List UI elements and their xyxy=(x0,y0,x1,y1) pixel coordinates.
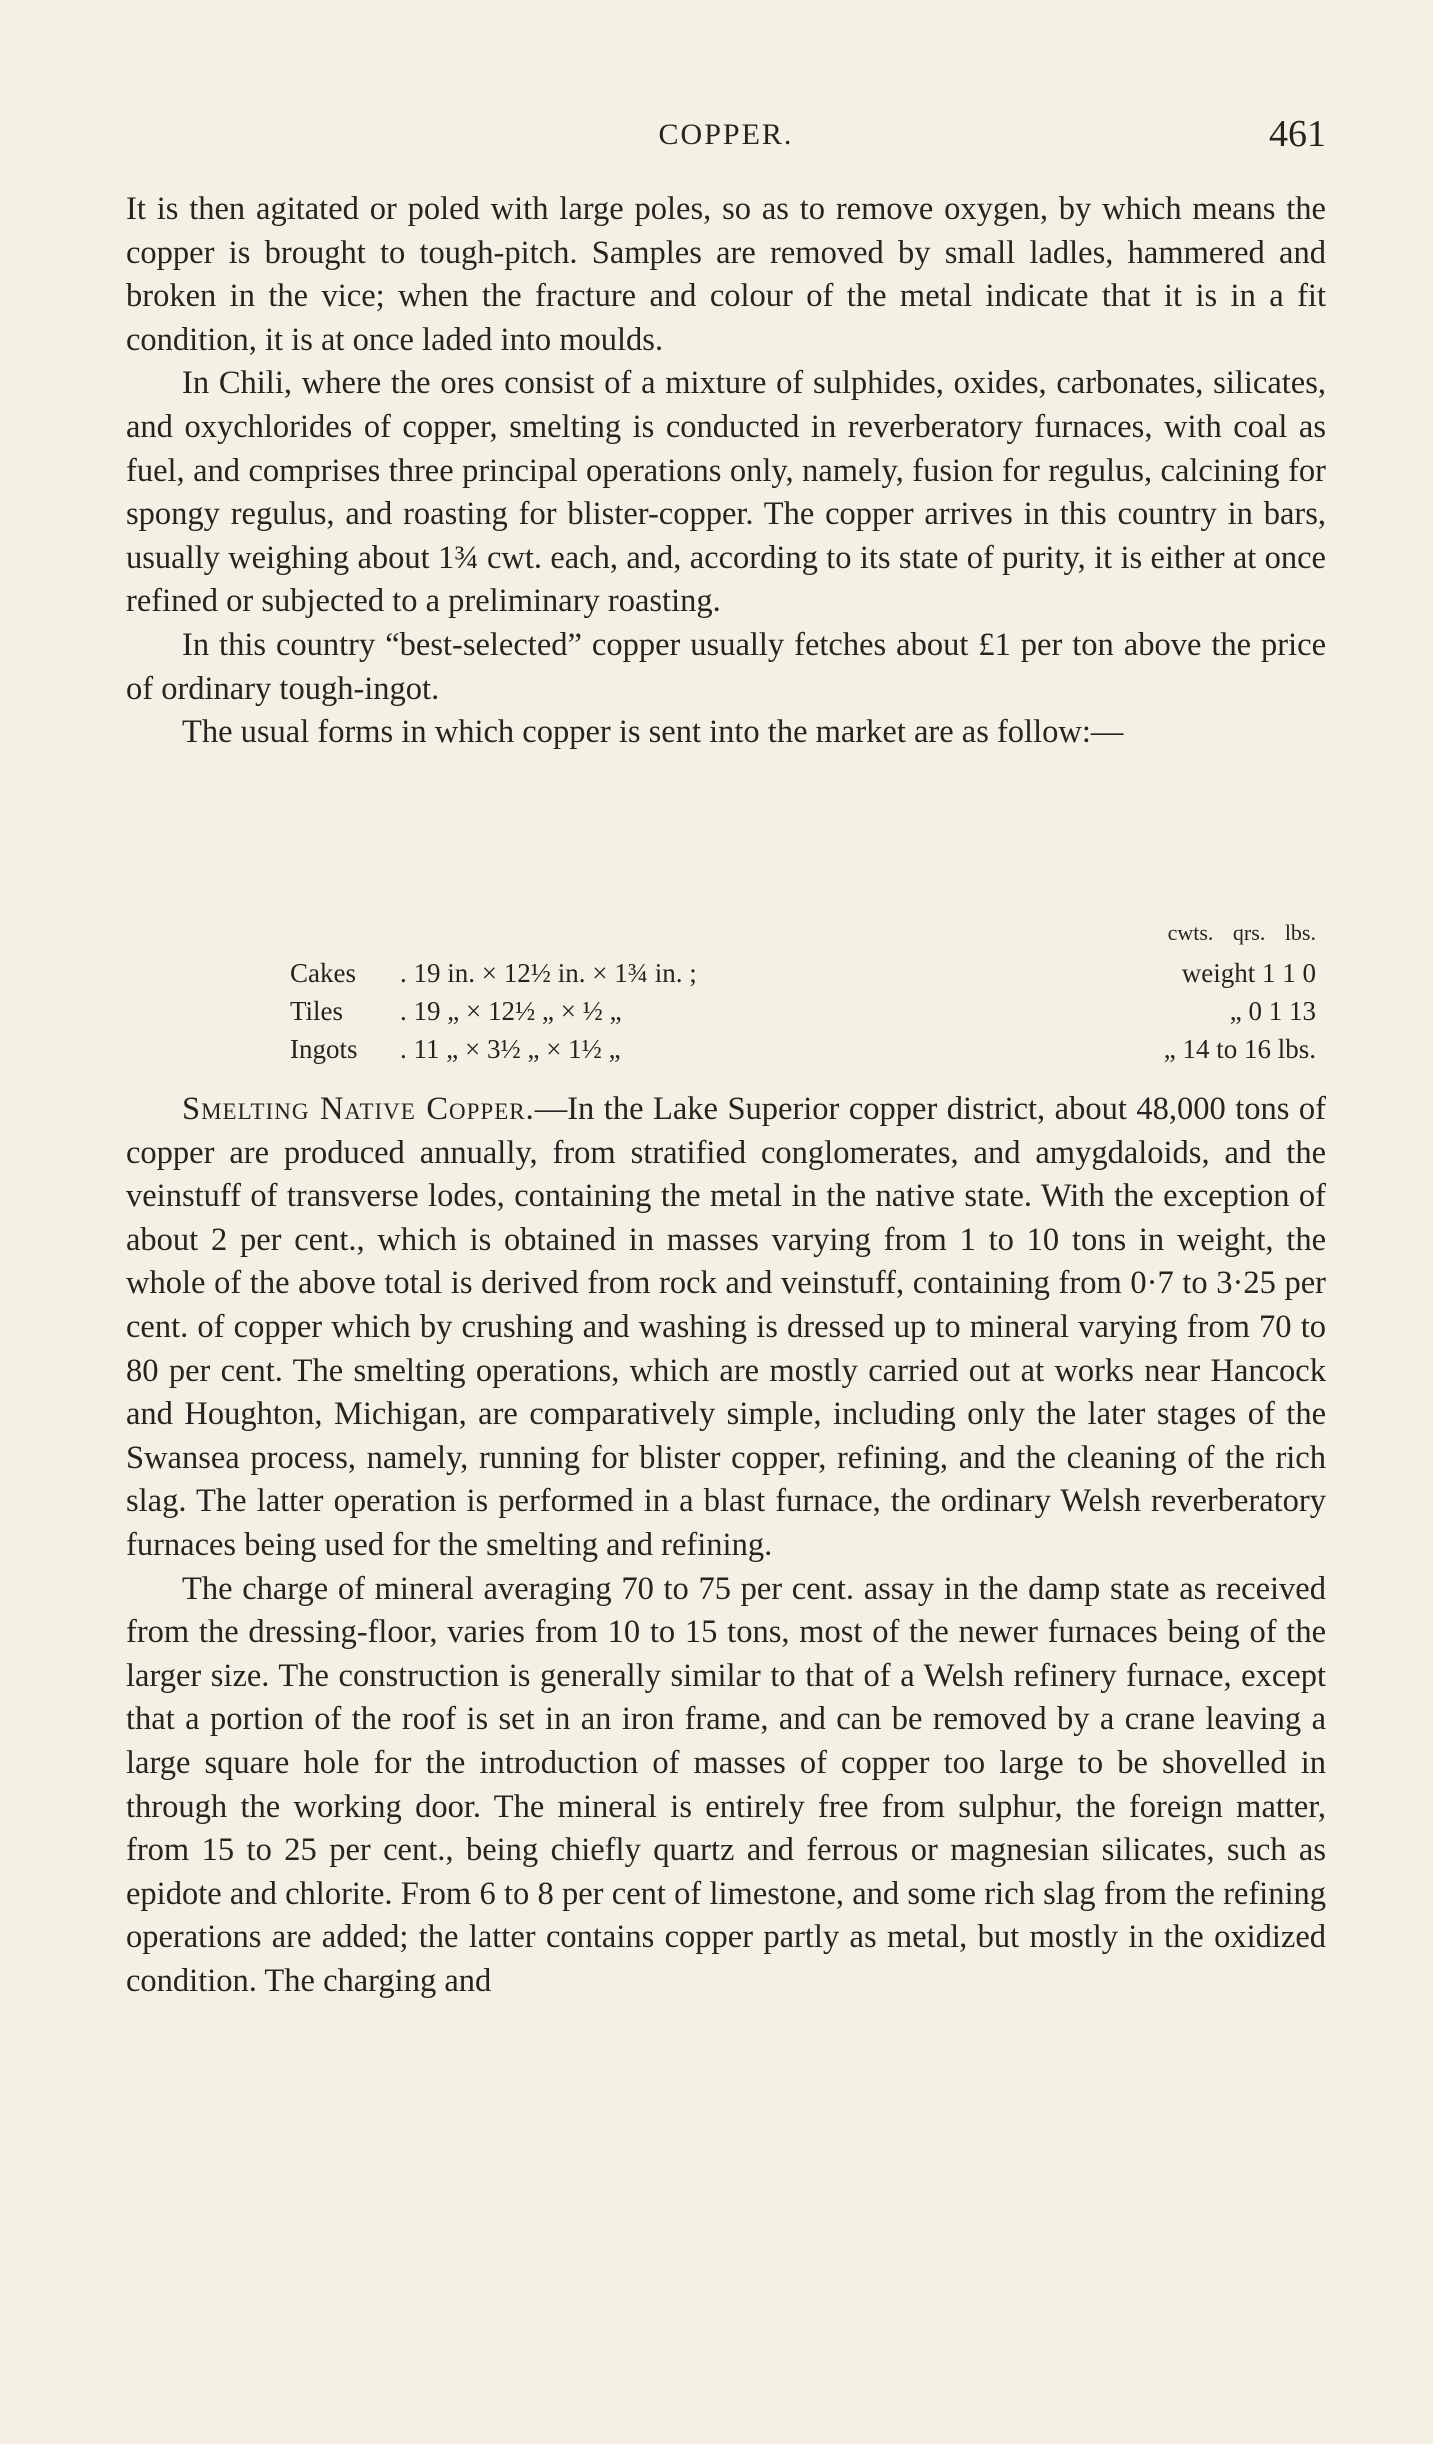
form-dimensions: . 11 „ × 3½ „ × 1½ „ xyxy=(400,1034,621,1064)
copper-forms-table xyxy=(126,920,1326,1070)
body-text-top xyxy=(126,188,1326,755)
paragraph: The charge of mineral averaging 70 to 75 per cent. assay in the damp state as received from the dressing-floor, varies from 10 to 15 tons, most of the newer furnaces being of the larger size. The construction is generally similar to that of a Welsh refinery furnace, except that a portion of the roof is set in an iron frame, and can be removed by a crane leaving a large square hole for the introduction of masses of copper too large to be shovelled in through the working door. The mineral is entirely free from sulphur, the foreign matter, from 15 to 25 per cent., being chiefly quartz and ferrous or magnesian silicates, such as epidote and chlorite. From 6 to 8 per cent of limestone, and some rich slag from the refining operations are added; the latter contains copper partly as metal, but mostly in the oxidized condition. The charging and xyxy=(126,1570,1326,1999)
form-weight: „ 0 1 13 xyxy=(1229,996,1316,1026)
body-text-section xyxy=(126,1088,1326,2003)
form-weight: weight 1 1 0 xyxy=(1181,958,1316,988)
section-heading: Smelting Native Copper. xyxy=(182,1091,535,1127)
form-name: Cakes xyxy=(290,958,356,988)
weight-units-header: cwts. qrs. lbs. xyxy=(1167,920,1316,945)
paragraph: The usual forms in which copper is sent into the market are as follow:— xyxy=(182,714,1124,751)
form-name: Ingots xyxy=(290,1034,358,1064)
paragraph: In Chili, where the ores consist of a mixture of sulphides, oxides, carbonates, silicates, and oxychlorides of copper, smelting is conducted in reverberatory furnaces, with coal as fuel, and comprises three principal operations only, namely, fusion for regulus, calcining for spongy regulus, and roasting for blister-copper. The copper arrives in this country in bars, usually weighing about 1¾ cwt. each, and, according to its state of purity, it is either at once refined or subjected to a preliminary roasting. xyxy=(126,365,1326,620)
form-dimensions: . 19 „ × 12½ „ × ½ „ xyxy=(400,996,622,1026)
running-title: COPPER. xyxy=(658,118,794,151)
page-header xyxy=(126,113,1326,168)
form-weight: „ 14 to 16 lbs. xyxy=(1163,1034,1316,1064)
form-name: Tiles xyxy=(290,996,344,1026)
paragraph: It is then agitated or poled with large poles, so as to remove oxygen, by which means the copper is brought to tough-pitch. Samples are removed by small ladles, hammered and broken in the vice; when the fracture and colour of the metal indicate that it is in a fit condition, it is at once laded into moulds. xyxy=(126,191,1326,358)
page-number: 461 xyxy=(1269,113,1326,155)
section-paragraph xyxy=(126,1088,1326,1568)
paragraph: In this country “best-selected” copper usually fetches about £1 per ton above the price of ordinary tough-ingot. xyxy=(126,626,1326,707)
form-dimensions: . 19 in. × 12½ in. × 1¾ in. ; xyxy=(400,958,697,988)
table-row xyxy=(290,996,1316,1032)
table-row xyxy=(290,1034,1316,1070)
table-row xyxy=(290,958,1316,994)
paragraph-text: —In the Lake Superior copper district, about 48,000 tons of copper are produced annually, from stratified conglomerates, and amygdaloids, and the veinstuff of transverse lodes, containing the metal in the native state. With the exception of about 2 per cent., which is obtained in masses varying from 1 to 10 tons in weight, the whole of the above total is derived from rock and veinstuff, containing from 0·7 to 3·25 per cent. of copper which by crushing and washing is dressed up to mineral varying from 70 to 80 per cent. The smelting operations, which are mostly carried out at works near Hancock and Houghton, Michigan, are comparatively simple, including only the later stages of the Swansea process, namely, running for blister copper, refining, and the cleaning of the rich slag. The latter operation is performed in a blast furnace, the ordinary Welsh reverberatory furnaces being used for the smelting and refining. xyxy=(126,1091,1327,1563)
